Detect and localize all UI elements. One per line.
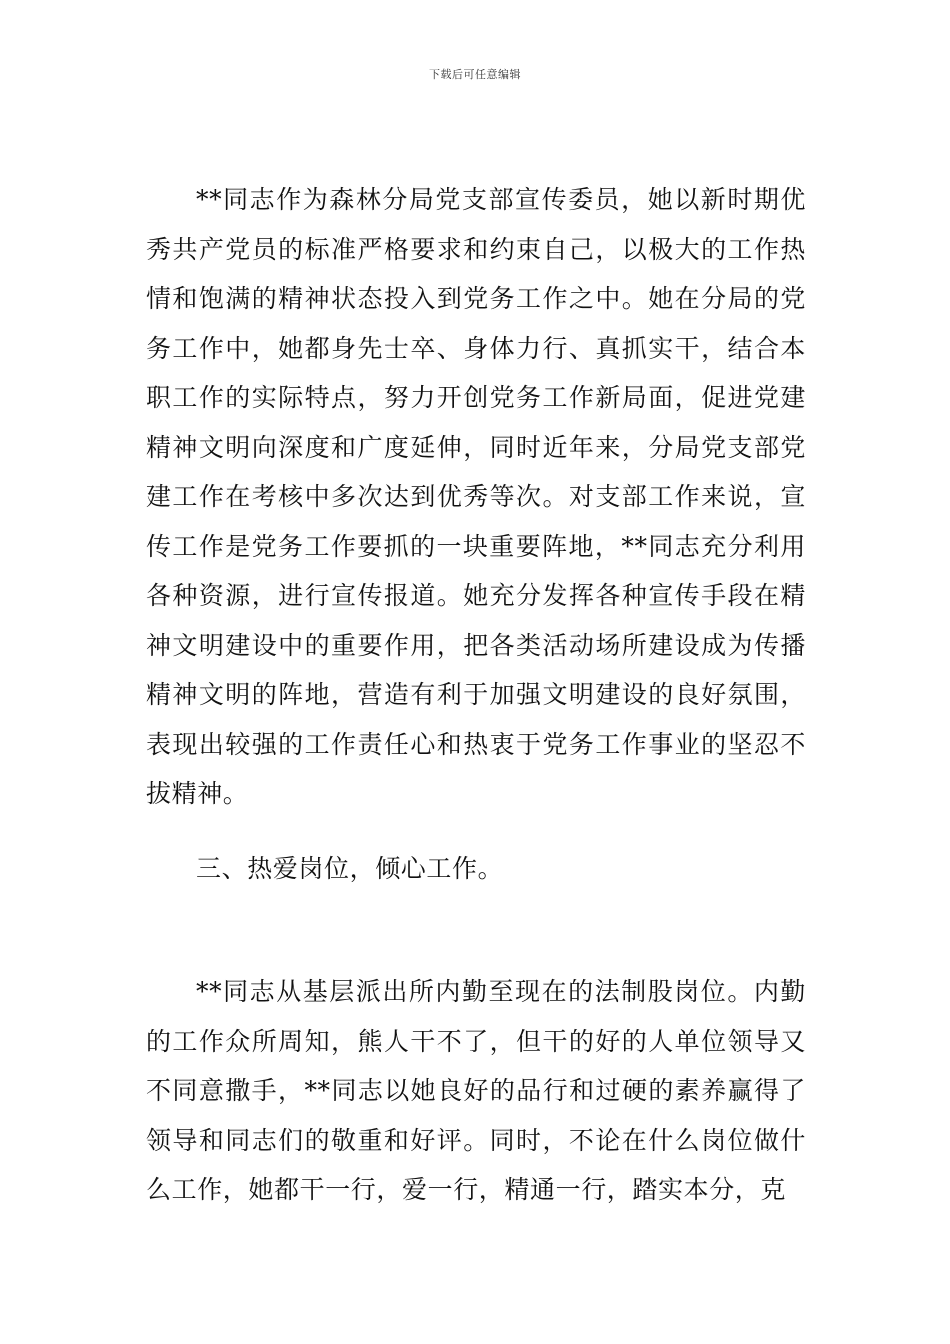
paragraph-2: **同志从基层派出所内勤至现在的法制股岗位。内勤的工作众所周知，熊人干不了，但干的好的人单位领导又不同意撒手，**同志以她良好的品行和过硬的素养赢得了领导和同志们的敬重和好评。同时，不论在什么岗位做什么工作，她都干一行，爱一行，精通一行，踏实本分，克 [146, 977, 806, 1204]
section-heading: 三、热爱岗位，倾心工作。 [196, 854, 504, 883]
header-note: 下载后可任意编辑 [429, 68, 521, 81]
paragraph-1: **同志作为森林分局党支部宣传委员，她以新时期优秀共产党员的标准严格要求和约束自己，以极大的工作热情和饱满的精神状态投入到党务工作之中。她在分局的党务工作中，她都身先士卒、身体力行、真抓实干，结合本职工作的实际特点，努力开创党务工作新局面，促进党建精神文明向深度和广度延伸，同时近年来，分局党支部党建工作在考核中多次达到优秀等次。对支部工作来说，宣传工作是党务工作要抓的一块重要阵地，**同志充分利用各种资源，进行宣传报道。她充分发挥各种宣传手段在精神文明建设中的重要作用，把各类活动场所建设成为传播精神文明的阵地，营造有利于加强文明建设的良好氛围，表现出较强的工作责任心和热衷于党务工作事业的坚忍不拔精神。 [146, 185, 806, 808]
